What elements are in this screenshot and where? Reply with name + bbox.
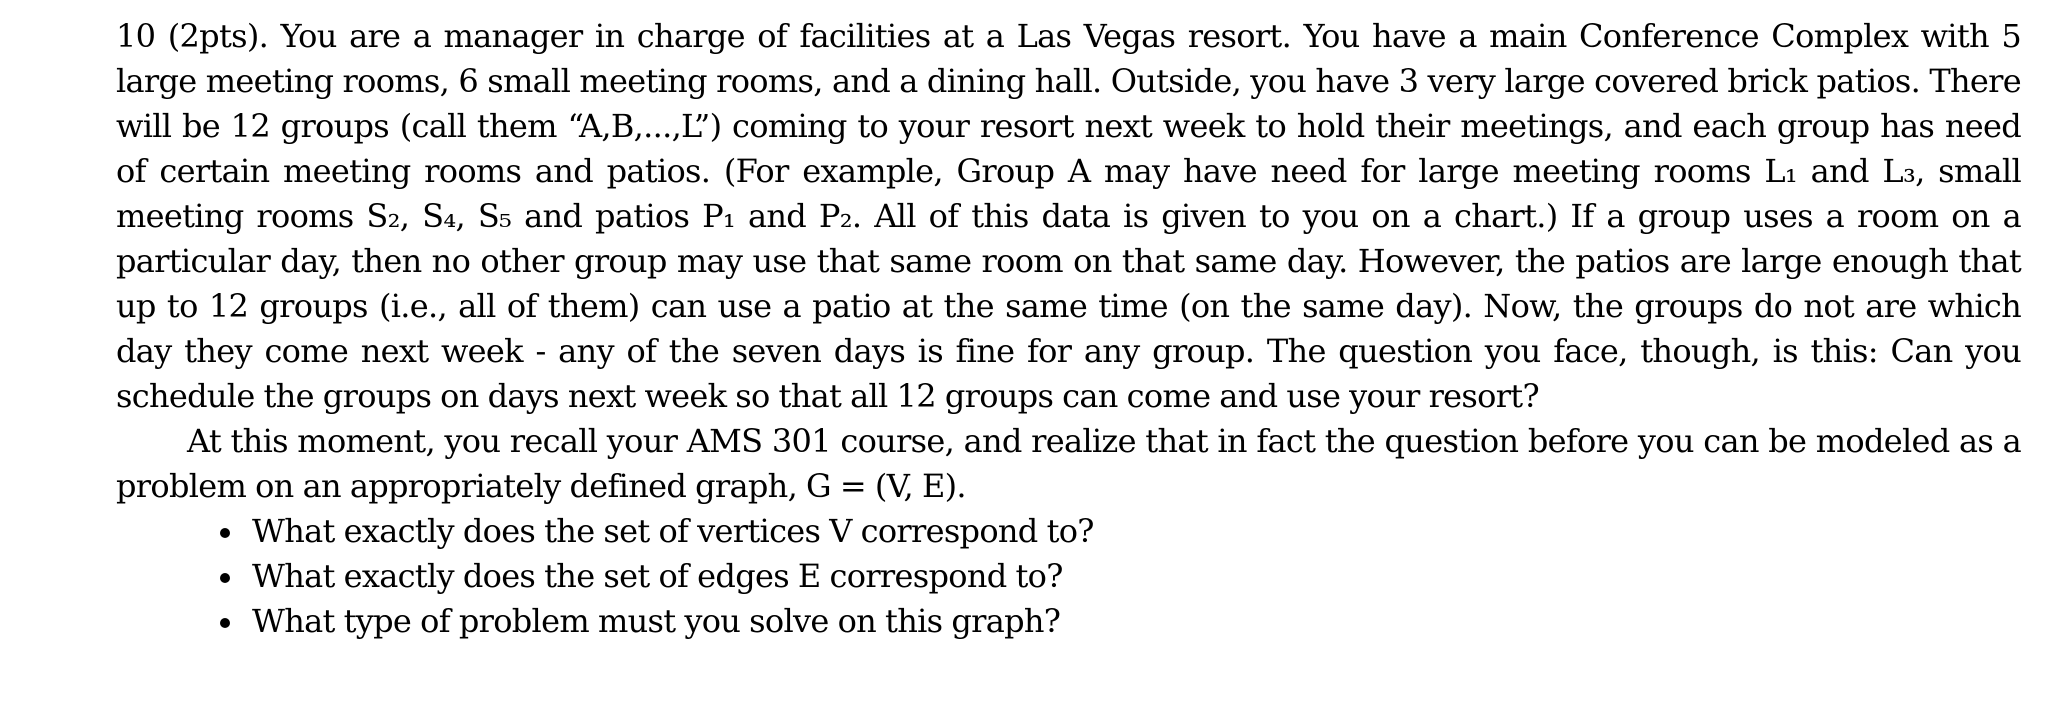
problem-statement-paragraph: 10 (2pts). You are a manager in charge of facilities at a Las Vegas resort. You have a main Conference Complex with 5 large meeting rooms, 6 small meeting rooms, and a dining hall. Outside, you have 3 very large covered brick patios. There will be 12 groups (call them “A,B,...,L”) coming to your resort next week to hold their meetings, and each group has need of certain meeting rooms and patios. (For example, Group A may have need for large meeting rooms L₁ and L₃, small meeting rooms S₂, S₄, S₅ and patios P₁ and P₂. All of this data is given to you on a chart.) If a group uses a room on a particular day, then no other group may use that same room on that same day. However, the patios are large enough that up to 12 groups (i.e., all of them) can use a patio at the same time (on the same day). Now, the groups do not are which day they come next week - any of the seven days is fine for any group. The question you face, though, is this: Can you schedule the groups on days next week so that all 12 groups can come and use your resort? bbox=[116, 17, 2021, 415]
problem-text-block bbox=[116, 14, 2021, 644]
list-item bbox=[214, 554, 2021, 599]
bullet-icon bbox=[220, 528, 230, 538]
graph-model-paragraph: At this moment, you recall your AMS 301 course, and realize that in fact the question before you can be modeled as a problem on an appropriately defined graph, G = (V, E). bbox=[116, 422, 2021, 505]
bullet-icon bbox=[220, 618, 230, 628]
question-edges: What exactly does the set of edges E correspond to? bbox=[252, 557, 1063, 595]
question-vertices: What exactly does the set of vertices V correspond to? bbox=[252, 512, 1094, 550]
bullet-icon bbox=[220, 573, 230, 583]
question-problem-type: What type of problem must you solve on this graph? bbox=[252, 602, 1061, 640]
list-item bbox=[214, 509, 2021, 554]
question-list bbox=[116, 509, 2021, 644]
list-item bbox=[214, 599, 2021, 644]
